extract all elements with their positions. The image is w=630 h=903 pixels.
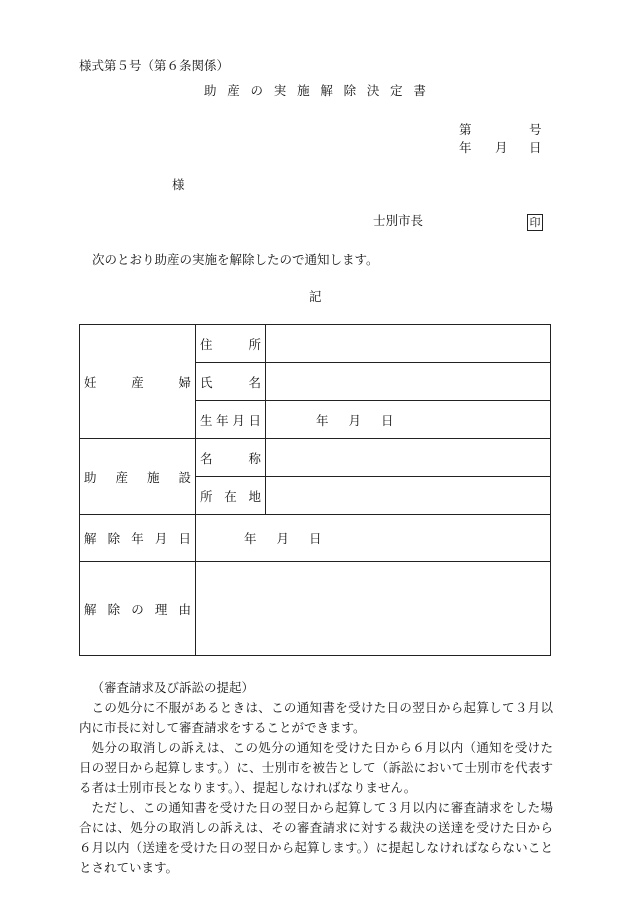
name-value[interactable] — [266, 363, 551, 401]
appeal-heading: （審査請求及び訴訟の提起） — [91, 680, 255, 695]
facility-label — [80, 439, 196, 515]
dob-date-units — [270, 411, 546, 429]
document-title: 助 産 の 実 施 解 除 決 定 書 — [204, 83, 426, 98]
appeal-paragraph-1: この処分に不服があるときは、この通知書を受けた日の翌日から起算して３月以内に市長に対して審査請求をすることができます。 — [79, 700, 553, 735]
dob-label-text: 生 年 月 日 — [200, 412, 261, 428]
dob-year: 年 — [316, 412, 329, 428]
address-label-text: 住 所 — [200, 336, 261, 352]
appeal-paragraph-3: ただし、この通知書を受けた日の翌日から起算して３月以内に審査請求をした場合には、処分の取消しの訴えは、その審査請求に対する裁決の送達を受けた日から６月以内（送達を受けた日の翌日から起算します。）に提起しなければならないこととされています。 — [79, 800, 553, 875]
details-table — [79, 324, 551, 656]
ki-heading: 記 — [309, 289, 322, 304]
issue-date-month: 月 — [495, 140, 508, 155]
cancel-date-value[interactable] — [196, 515, 551, 562]
form-number: 様式第５号（第６条関係） — [79, 58, 230, 73]
address-value[interactable] — [266, 325, 551, 363]
issuer-title: 士別市長 — [373, 213, 424, 228]
name-label-text: 氏 名 — [200, 374, 261, 390]
cancel-date-units — [200, 529, 546, 547]
dob-day: 日 — [381, 412, 394, 428]
cancel-day: 日 — [309, 531, 322, 546]
address-label — [196, 325, 266, 363]
facility-label-text: 助 産 施 設 — [84, 469, 191, 485]
dob-label — [196, 401, 266, 439]
cancel-date-label-text: 解 除 年 月 日 — [84, 531, 191, 546]
intro-text: 次のとおり助産の実施を解除したので通知します。 — [92, 252, 379, 267]
issue-date-year: 年 — [459, 140, 472, 155]
dob-value[interactable] — [266, 401, 551, 439]
cancel-reason-label — [80, 562, 196, 656]
name-label — [196, 363, 266, 401]
facility-location-value[interactable] — [266, 477, 551, 515]
seal-mark: 印 — [527, 214, 543, 231]
facility-name-label-text: 名 称 — [200, 450, 261, 466]
doc-number-suffix: 号 — [529, 122, 542, 137]
pregnant-woman-label-text: 妊 産 婦 — [84, 374, 191, 390]
issue-date-day: 日 — [529, 140, 542, 155]
cancel-reason-label-text: 解 除 の 理 由 — [84, 601, 191, 617]
cancel-date-label — [80, 515, 196, 562]
addressee-suffix: 様 — [172, 177, 185, 192]
cancel-reason-value[interactable] — [196, 562, 551, 656]
facility-name-label — [196, 439, 266, 477]
appeal-notice — [79, 678, 553, 878]
facility-location-label-text: 所 在 地 — [200, 488, 261, 504]
cancel-year: 年 — [244, 531, 257, 546]
cancel-month: 月 — [276, 531, 290, 546]
doc-number-prefix: 第 — [459, 122, 472, 137]
dob-month: 月 — [348, 412, 362, 428]
facility-name-value[interactable] — [266, 439, 551, 477]
facility-location-label — [196, 477, 266, 515]
appeal-paragraph-2: 処分の取消しの訴えは、この処分の通知を受けた日から６月以内（通知を受けた日の翌日から起算します。）に、士別市を被告として（訴訟において士別市を代表する者は士別市長となります。）、提起しなければなりません。 — [79, 740, 553, 795]
pregnant-woman-label — [80, 325, 196, 439]
